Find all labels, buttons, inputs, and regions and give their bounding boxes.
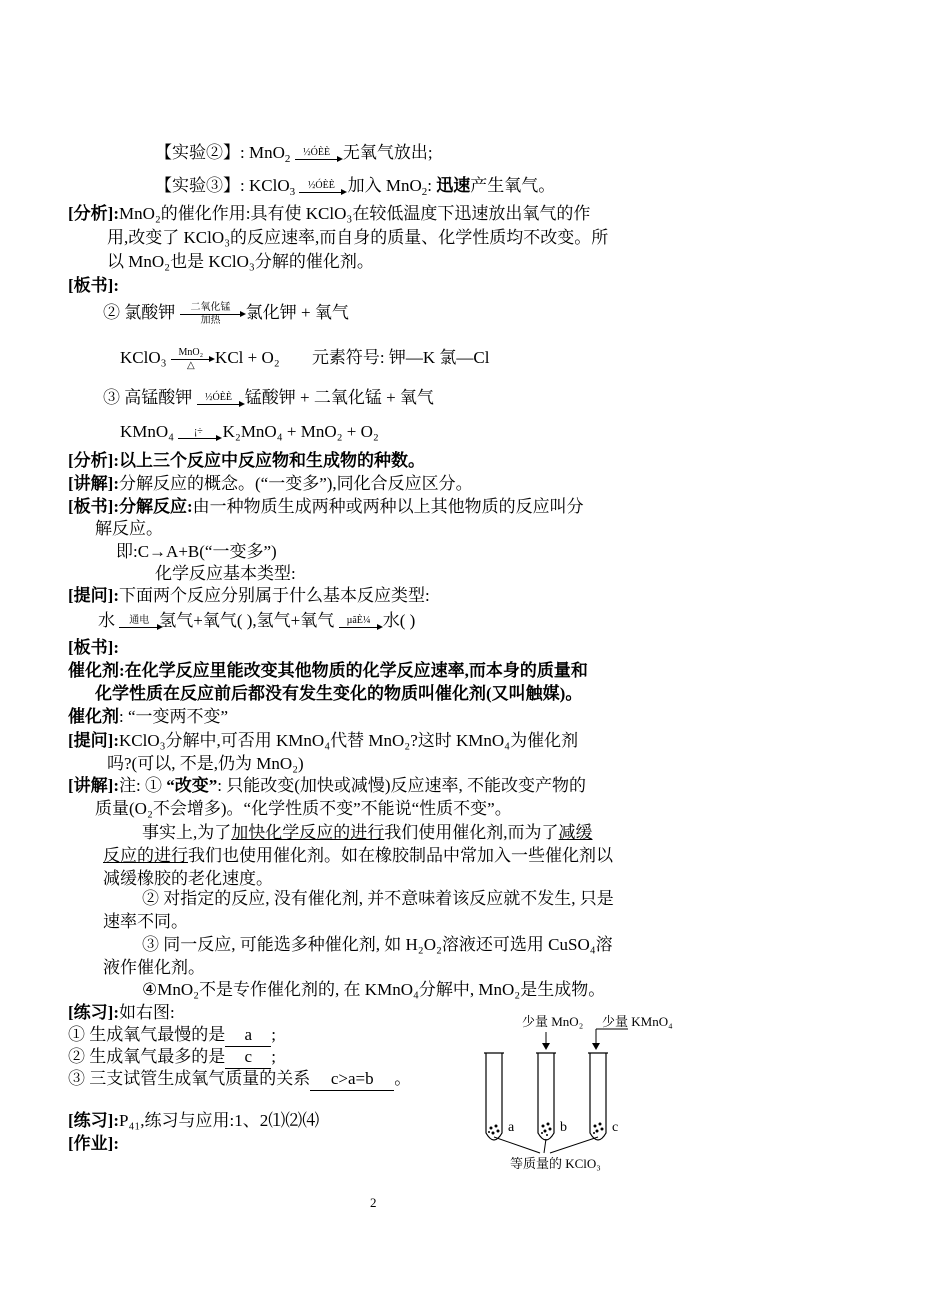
- tube-label-c: c: [612, 1120, 619, 1135]
- caption-pointer-lines: [494, 1137, 598, 1153]
- explain1-label: [讲解]:: [68, 474, 119, 493]
- arrow-top-text: ¡÷: [193, 425, 203, 437]
- question1-text: 下面两个反应分别属于什么基本反应类型:: [118, 586, 430, 605]
- eq3-num: ③: [103, 388, 120, 407]
- experiment-3-line: [155, 175, 555, 203]
- analysis-2: [68, 450, 425, 472]
- question-2: [68, 730, 578, 752]
- exp3-label: 【实验③】:: [155, 176, 245, 195]
- explain2-l1a: 注: ①: [118, 776, 167, 795]
- analysis-1: [68, 203, 590, 225]
- question-1: [68, 585, 430, 607]
- eq2-right: 氯化钾 + 氧气: [245, 303, 349, 322]
- practice-1: [68, 1002, 175, 1024]
- exp2-result: 无氧气放出;: [342, 143, 433, 162]
- arrow-top-text: ½ÓÈÈ: [307, 179, 335, 191]
- board2-bold: 分解反应:: [118, 497, 193, 516]
- tube-label-b: b: [560, 1120, 567, 1135]
- practice1-q3-text: ③ 三支试管生成氧气质量的关系: [68, 1069, 311, 1088]
- explain2-l3a: 事实上,为了: [142, 823, 232, 842]
- arrow-top-text: ½ÓÈÈ: [205, 391, 232, 403]
- analysis1-label: [分析]:: [68, 204, 119, 223]
- addition-arrows: [542, 1029, 628, 1050]
- board-2-line2: 解反应。: [95, 519, 163, 538]
- explain2-l3b: 加快化学反应的进行: [231, 823, 385, 842]
- practice1-a2: c: [225, 1046, 271, 1069]
- question-2-line2: 吗?(可以, 不是,仍为 MnO₂): [107, 754, 304, 773]
- figure-label-right: 少量 KMnO₄: [602, 1014, 673, 1029]
- arrow-bottom-text: △: [186, 359, 195, 371]
- explain2-label: [讲解]:: [68, 776, 119, 795]
- practice2-label: [练习]:: [68, 1111, 119, 1130]
- eq3f-right: K₂MnO₄ + MnO₂ + O₂: [222, 422, 379, 441]
- arrow-top-text: 通电: [129, 614, 150, 626]
- eq3-left: 高锰酸钾: [124, 388, 193, 407]
- practice1-end: ;: [271, 1025, 276, 1044]
- catalyst-summary: [68, 706, 228, 728]
- arrow-top-text: µãÈ¼: [346, 614, 371, 626]
- equation-2-words: [103, 302, 349, 326]
- explain2-l3d: 减缓: [558, 823, 593, 842]
- figure-caption: 等质量的 KClO₃: [510, 1156, 601, 1171]
- reaction-arrow: [197, 393, 241, 406]
- eq2f-right: KCl + O₂: [215, 348, 280, 367]
- practice-1-q1: [68, 1024, 276, 1047]
- catalyst-summary-text: : “一变两不变”: [119, 707, 229, 726]
- board-1-label: [板书]:: [68, 276, 119, 295]
- explain-2-line9: 液作催化剂。: [103, 958, 205, 977]
- analysis-1-line3: 以 MnO₂也是 KClO₃分解的催化剂。: [107, 252, 374, 271]
- analysis1-l1: MnO₂的催化作用:具有使 KClO₃在较低温度下迅速放出氧气的作: [118, 204, 591, 223]
- reaction-arrow: [295, 148, 339, 161]
- reaction-arrow: [119, 616, 159, 629]
- analysis2-text: 以上三个反应中反应物和生成物的种数。: [118, 451, 425, 470]
- explain2-l1b: “改变”: [166, 776, 218, 795]
- equation-2-formula: [120, 347, 490, 371]
- exp2-sub: 2: [284, 153, 291, 165]
- board2-l1: 由一种物质生成两种或两种以上其他物质的反应叫分: [192, 497, 584, 516]
- reaction-arrow: [299, 181, 343, 194]
- explain2-l1c: : 只能改变(加快或减慢)反应速率, 不能改变产物的: [217, 776, 587, 795]
- practice1-q2-text: ② 生成氧气最多的是: [68, 1047, 226, 1066]
- explain-1: [68, 473, 473, 495]
- explain-2-line7: 速率不同。: [103, 912, 188, 931]
- exp3-result-sub: 2: [421, 186, 428, 198]
- explain-2-line2: 质量(O₂不会增多)。“化学性质不变”不能说“性质不变”。: [95, 799, 512, 818]
- eq3f-left: KMnO₄: [120, 422, 175, 441]
- exp3-result-b: :: [427, 176, 432, 195]
- catalyst-definition-1: 催化剂:在化学反应里能改变其他物质的化学反应速率,而本身的质量和: [68, 661, 588, 680]
- exp2-reactant: MnO: [248, 143, 285, 162]
- reaction-arrow: [178, 427, 218, 440]
- test-tube-b: [536, 1053, 556, 1140]
- question1-label: [提问]:: [68, 586, 119, 605]
- analysis2-label: [分析]:: [68, 451, 119, 470]
- exp3-result-a: 加入 MnO: [347, 176, 422, 195]
- practice1-q1-text: ① 生成氧气最慢的是: [68, 1025, 226, 1044]
- reaction-arrow: [339, 616, 379, 629]
- practice2-text: P₄₁,练习与应用:1、2⑴⑵⑷: [118, 1111, 320, 1130]
- homework-label: [作业]:: [68, 1134, 119, 1153]
- explain-2-line3: [142, 822, 593, 844]
- equation-3-words: [103, 387, 434, 409]
- question-1-reactions: [98, 610, 415, 632]
- board-2-line4: 化学反应基本类型:: [155, 564, 296, 583]
- arrow-top-text: 二氧化锰: [190, 301, 231, 313]
- question1-water: 水: [98, 611, 115, 630]
- test-tube-c: [588, 1053, 608, 1140]
- eq2-left: 氯酸钾: [124, 303, 176, 322]
- equation-3-formula: [120, 421, 379, 443]
- practice1-label: [练习]:: [68, 1003, 119, 1022]
- arrow-top-text: ½ÓÈÈ: [303, 146, 331, 158]
- board-2-line3: 即:C→A+B(“一变多”): [116, 542, 277, 561]
- explain1-text: 分解反应的概念。(“一变多”),同化合反应区分。: [118, 474, 473, 493]
- question2-l1: KClO₃分解中,可否用 KMnO₄代替 MnO₂?这时 KMnO₄为催化剂: [118, 731, 579, 750]
- practice-1-q3: [68, 1068, 411, 1091]
- explain-2-line8: ③ 同一反应, 可能选多种催化剂, 如 H₂O₂溶液还可选用 CuSO₄溶: [142, 935, 613, 954]
- exp3-sub: 3: [289, 186, 296, 198]
- exp3-result-c: 产生氧气。: [470, 176, 556, 195]
- figure-label-left: 少量 MnO₂: [522, 1014, 584, 1029]
- reaction-arrow: [180, 303, 242, 326]
- reaction-arrow: [171, 348, 211, 371]
- practice1-end3: 。: [394, 1069, 412, 1088]
- explain2-l4b: 我们也使用催化剂。如在橡胶制品中常加入一些催化剂以: [188, 846, 613, 865]
- experiment-2-line: [155, 142, 433, 170]
- exp2-label: 【实验②】:: [155, 143, 245, 162]
- analysis-1-line2: 用,改变了 KClO₃的反应速率,而自身的质量、化学性质均不改变。所: [107, 228, 609, 247]
- test-tube-figure: [480, 1005, 690, 1185]
- exp3-reactant: KClO: [248, 176, 290, 195]
- explain2-l3c: 我们使用催化剂,而为了: [384, 823, 559, 842]
- practice1-a1: a: [225, 1024, 271, 1047]
- board-2: [68, 496, 584, 518]
- eq2f-left: KClO₃: [120, 348, 167, 367]
- element-symbols-note: 元素符号: 钾—K 氯—Cl: [311, 348, 490, 367]
- catalyst-definition-2: 化学性质在反应前后都没有发生变化的物质叫催化剂(又叫触媒)。: [95, 684, 583, 703]
- eq2-num: ②: [103, 303, 120, 322]
- practice-1-q2: [68, 1046, 276, 1069]
- question1-b-right: 水( ): [382, 611, 416, 630]
- page-number: 2: [370, 1195, 377, 1210]
- explain-2-line4: [103, 845, 613, 867]
- explain-2-line5: 减缓橡胶的老化速度。: [103, 869, 273, 888]
- tube-label-a: a: [508, 1120, 515, 1135]
- question1-a-right: 氢气+氧气( ),氢气+氧气: [159, 611, 335, 630]
- exp3-fast: 迅速: [436, 176, 471, 195]
- test-tube-a: [484, 1053, 504, 1140]
- arrow-bottom-text: 加热: [200, 314, 221, 326]
- practice1-intro: 如右图:: [118, 1003, 175, 1022]
- explain-2: [68, 775, 586, 797]
- practice-2: [68, 1110, 319, 1132]
- catalyst-summary-label: 催化剂: [68, 707, 119, 726]
- practice1-a3: c>a=b: [310, 1068, 394, 1091]
- explain-2-line10: ④MnO₂不是专作催化剂的, 在 KMnO₄分解中, MnO₂是生成物。: [142, 980, 606, 999]
- practice1-end: ;: [271, 1047, 276, 1066]
- explain2-l4a: 反应的进行: [103, 846, 188, 865]
- explain-2-line6: ② 对指定的反应, 没有催化剂, 并不意味着该反应就不发生, 只是: [142, 889, 614, 908]
- board-3-label: [板书]:: [68, 638, 119, 657]
- eq3-right: 锰酸钾 + 二氧化锰 + 氧气: [244, 388, 434, 407]
- arrow-top-text: MnO₂: [178, 346, 204, 358]
- question2-label: [提问]:: [68, 731, 119, 750]
- board2-label: [板书]:: [68, 497, 119, 516]
